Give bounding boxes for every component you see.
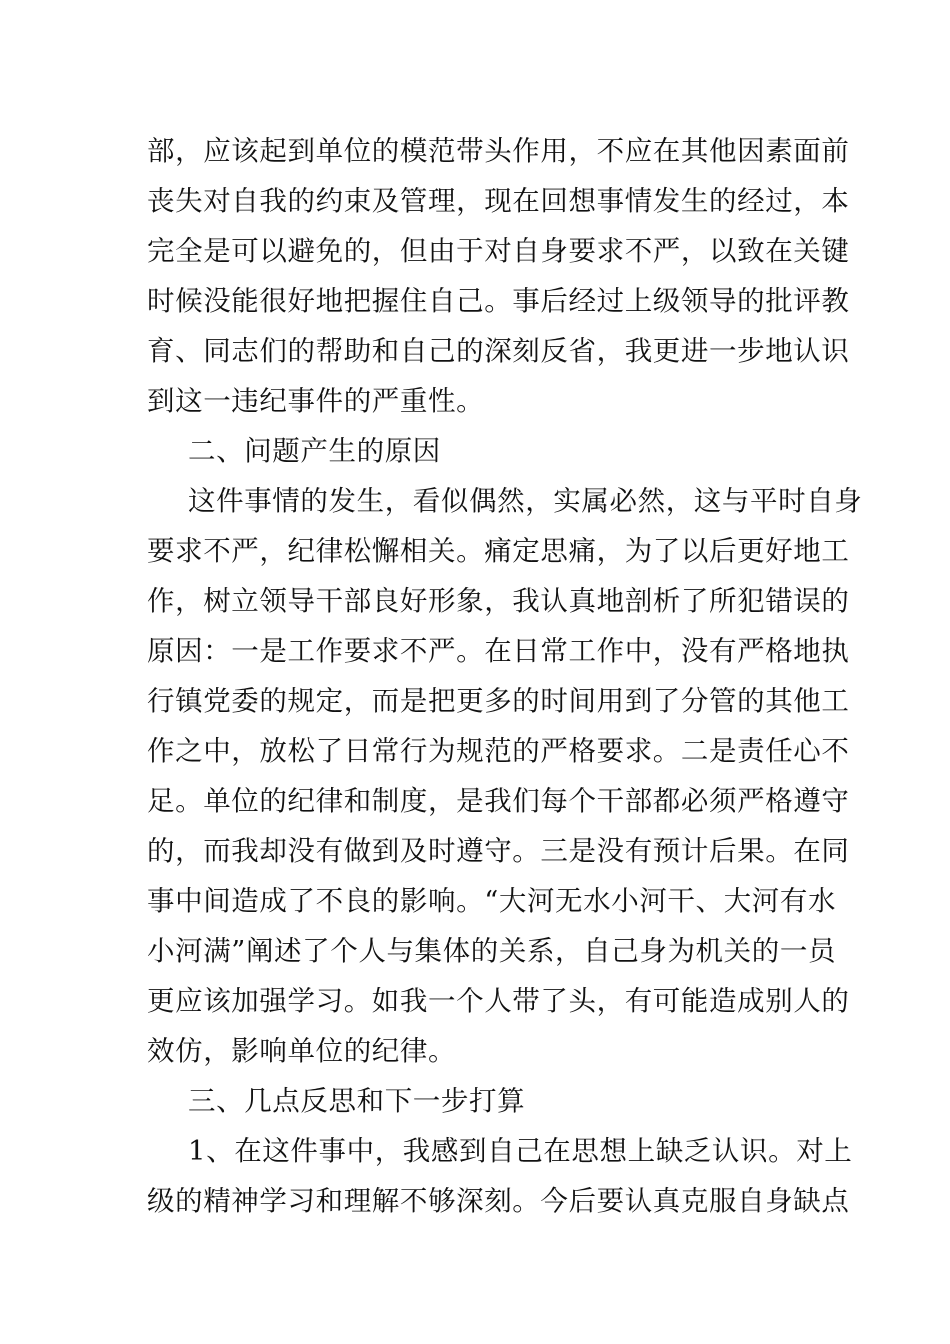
body-text-line: 时候没能很好地把握住自己。事后经过上级领导的批评教	[147, 285, 850, 317]
body-text-line: 作之中，放松了日常行为规范的严格要求。二是责任心不	[147, 735, 850, 767]
body-text-line: 更应该加强学习。如我一个人带了头，有可能造成别人的	[147, 985, 850, 1017]
body-text-line: 作，树立领导干部良好形象，我认真地剖析了所犯错误的	[147, 585, 850, 617]
paragraph-first-line: 这件事情的发生，看似偶然，实属必然，这与平时自身	[188, 485, 863, 517]
body-text-line: 效仿，影响单位的纪律。	[147, 1035, 457, 1067]
body-text-line: 的，而我却没有做到及时遵守。三是没有预计后果。在同	[147, 835, 850, 867]
body-text-line: 事中间造成了不良的影响。“大河无水小河干、大河有水	[147, 885, 837, 917]
section-heading: 三、几点反思和下一步打算	[188, 1085, 526, 1117]
body-text-line: 级的精神学习和理解不够深刻。今后要认真克服自身缺点	[147, 1185, 850, 1217]
body-text-line: 完全是可以避免的，但由于对自身要求不严，以致在关键	[147, 235, 850, 267]
section-heading: 二、问题产生的原因	[188, 435, 441, 467]
body-text-line: 小河满”阐述了个人与集体的关系，自己身为机关的一员	[147, 935, 837, 967]
body-text-line: 到这一违纪事件的严重性。	[147, 385, 485, 417]
body-text-line: 足。单位的纪律和制度，是我们每个干部都必须严格遵守	[147, 785, 850, 817]
body-text-line: 原因：一是工作要求不严。在日常工作中，没有严格地执	[147, 635, 850, 667]
body-text-line: 要求不严，纪律松懈相关。痛定思痛，为了以后更好地工	[147, 535, 850, 567]
body-text-line: 部，应该起到单位的模范带头作用，不应在其他因素面前	[147, 135, 850, 167]
body-text-line: 丧失对自我的约束及管理，现在回想事情发生的经过，本	[147, 185, 850, 217]
body-text-line: 育、同志们的帮助和自己的深刻反省，我更进一步地认识	[147, 335, 850, 367]
paragraph-first-line: 1、在这件事中，我感到自己在思想上缺乏认识。对上	[188, 1135, 853, 1167]
body-text-line: 行镇党委的规定，而是把更多的时间用到了分管的其他工	[147, 685, 850, 717]
